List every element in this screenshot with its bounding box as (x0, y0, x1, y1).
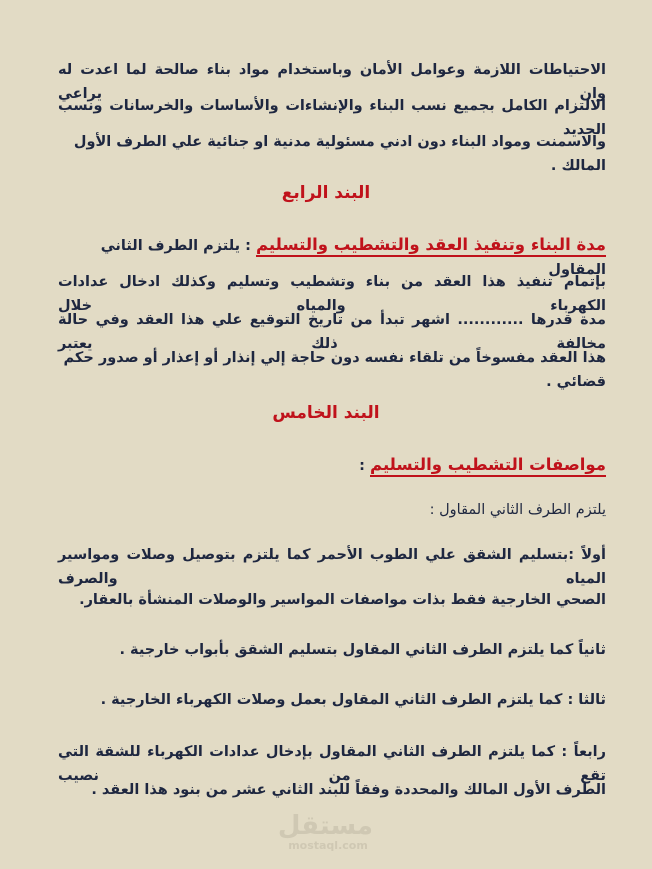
clause-5-intro: يلتزم الطرف الثاني المقاول : (429, 502, 606, 518)
clause-4-subtitle-tail: : يلتزم الطرف الثاني المقاول (100, 238, 606, 278)
clause-5-subtitle: مواصفات التشطيب والتسليم (370, 455, 606, 477)
item-1-line: الصحي الخارجية فقط بذات مواصفات المواسير والوصلات المنشأة بالعقار. (79, 592, 606, 608)
clause-5-subtitle-line (58, 453, 606, 478)
item-1-line: أولاً :بتسليم الشقق علي الطوب الأحمر كما يلتزم بتوصيل وصلات ومواسير المياه والصرف (58, 547, 606, 587)
clause-5-title: البند الخامس (272, 403, 380, 423)
watermark-arabic: مستقل (277, 811, 373, 841)
clause-4-subtitle: مدة البناء وتنفيذ العقد والتشطيب والتسليم (256, 235, 606, 257)
watermark-logo (277, 811, 373, 852)
clause-4-title: البند الرابع (281, 183, 371, 203)
text-line: والاسمنت ومواد البناء دون ادني مسئولية مدنية او جنائية علي الطرف الأول المالك . (73, 134, 606, 174)
item-2-line: ثانياً كما يلتزم الطرف الثاني المقاول بتسليم الشقق بأبواب خارجية . (119, 642, 606, 658)
item-3-line: ثالثا : كما يلتزم الطرف الثاني المقاول بعمل وصلات الكهرباء الخارجية . (100, 692, 606, 708)
text-line: مدة قدرها ............ اشهر تبدأ من تاريخ التوقيع علي هذا العقد وفي حالة مخالفة ذلك يعتبر (58, 312, 606, 352)
item-4-line: رابعاً : كما يلتزم الطرف الثاني المقاول بإدخال عدادات الكهرباء للشقة التي تقع من نصيب (58, 744, 606, 784)
item-4-line: الطرف الأول المالك والمحددة وفقاً للبند الثاني عشر من بنود هذا العقد . (91, 782, 606, 798)
watermark-latin: mostaql.com (288, 839, 368, 852)
clause-5-subtitle-tail: : (359, 458, 370, 474)
text-line: الاحتياطات اللازمة وعوامل الأمان وباستخدام مواد بناء صالحة لما اعدت له وان يراعي (58, 62, 606, 102)
text-line: هذا العقد مفسوخاً من تلقاء نفسه دون حاجة إلي إنذار أو إعذار أو صدور حكم قضائي . (63, 350, 606, 390)
text-line: الالتزام الكامل بجميع نسب البناء والإنشاءات والأساسات والخرسانات ونسب الحديد (58, 98, 606, 138)
text-line: بإتمام تنفيذ هذا العقد من بناء وتشطيب وتسليم وكذلك ادخال عدادات الكهرباء والمياه خلال (58, 274, 606, 314)
